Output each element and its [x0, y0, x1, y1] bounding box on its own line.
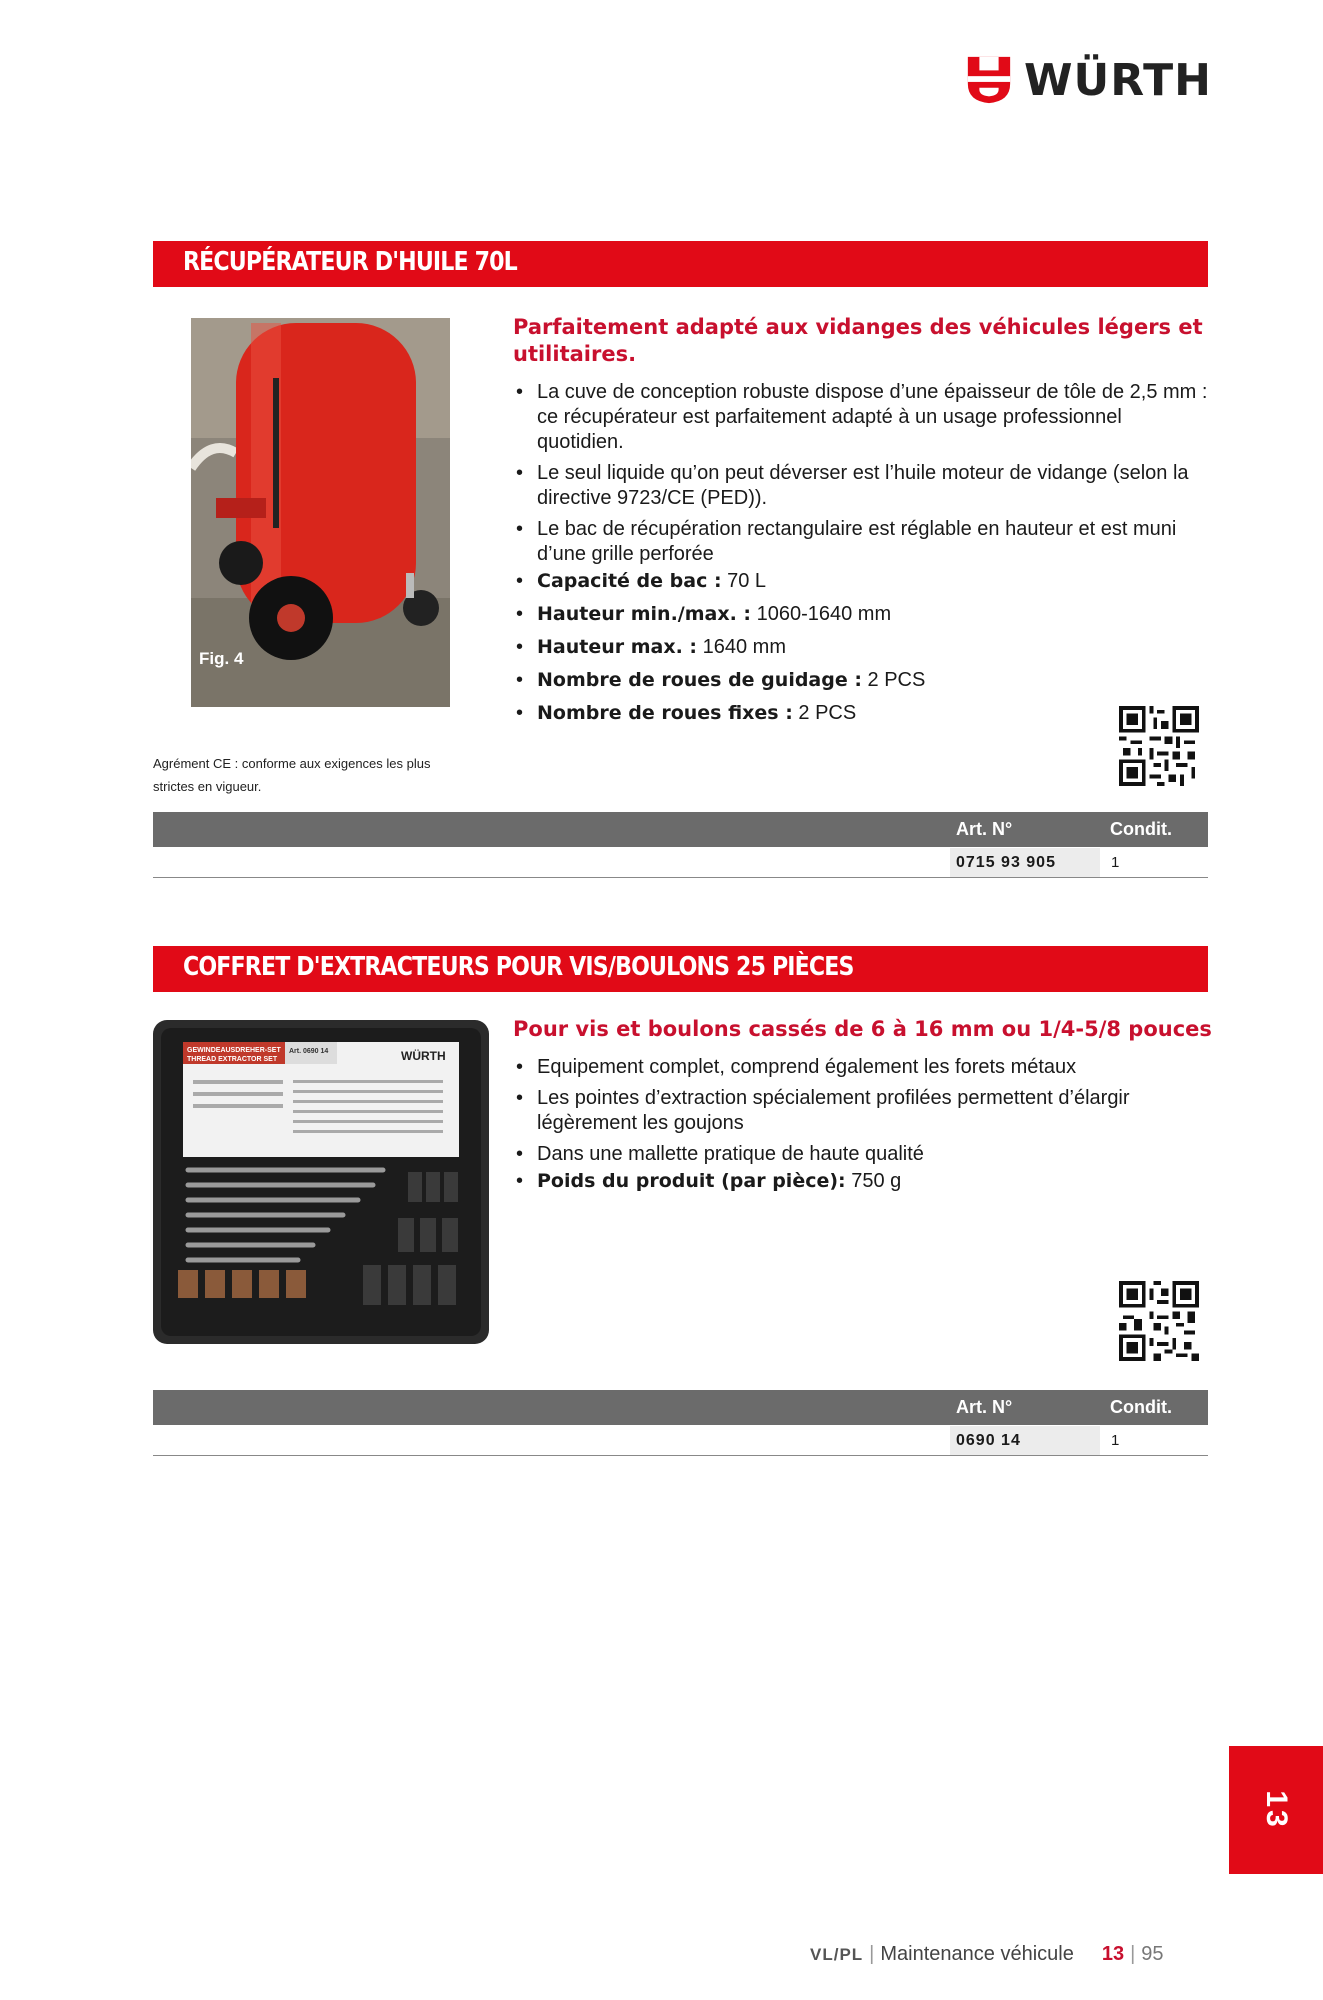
footer-separator: |: [869, 1943, 875, 1965]
column-header-cond: Condit.: [1110, 819, 1172, 839]
column-header-art: Art. N°: [956, 819, 1013, 839]
list-item: • Les pointes d’extraction spécialement profilées permettent d’élargir légèrement les goujons: [513, 1086, 1213, 1136]
condition-value: 1: [1111, 854, 1120, 871]
column-header-cond: Condit.: [1110, 1397, 1172, 1417]
box-label-2: THREAD EXTRACTOR SET: [187, 1056, 278, 1063]
footer-page: 13: [1101, 1943, 1125, 1965]
article-number[interactable]: 0715 93 905: [950, 848, 1100, 877]
list-item: • Le seul liquide qu’on peut déverser est l’huile moteur de vidange (selon la directive 9723/CE (PED)).: [513, 461, 1213, 511]
box-art-label: Art. 0690 14: [289, 1048, 329, 1055]
spec-item: • Nombre de roues de guidage : 2 PCS: [513, 668, 1213, 693]
chapter-tab[interactable]: [1229, 1746, 1323, 1874]
box-label-1: GEWINDEAUSDREHER-SET: [187, 1047, 281, 1054]
product1-table-header: [153, 812, 1208, 847]
spec-item: • Capacité de bac : 70 L: [513, 569, 1213, 594]
spec-item: • Nombre de roues fixes : 2 PCS: [513, 701, 1213, 726]
product1-title-bar: [153, 241, 1208, 287]
product1-photo: [191, 318, 450, 707]
figure-label: Fig. 4: [199, 649, 244, 668]
wurth-logo-icon: [964, 54, 1014, 106]
list-item: • Le bac de récupération rectangulaire est réglable en hauteur et est muni d’une grille perforée: [513, 517, 1213, 567]
qr-code-icon[interactable]: [1119, 1281, 1199, 1361]
page-footer: [810, 1943, 1164, 1966]
product2-photo: [153, 1020, 489, 1344]
wurth-logo: [964, 52, 1212, 108]
footer-separator: |: [1130, 1943, 1136, 1965]
column-header-art: Art. N°: [956, 1397, 1013, 1417]
product2-bullet-list: [513, 1055, 1213, 1200]
list-item: • Equipement complet, comprend également les forets métaux: [513, 1055, 1213, 1080]
box-brand-label: WÜRTH: [401, 1049, 446, 1063]
footer-section: Maintenance véhicule: [880, 1943, 1074, 1965]
footer-total-pages: 95: [1141, 1943, 1164, 1965]
spec-item: • Poids du produit (par pièce): 750 g: [513, 1169, 1213, 1194]
article-number[interactable]: 0690 14: [950, 1426, 1100, 1455]
product2-title: COFFRET D'EXTRACTEURS POUR VIS/BOULONS 25 PIÈCES: [183, 952, 854, 982]
product2-subtitle: Pour vis et boulons cassés de 6 à 16 mm ou 1/4-5/8 pouces: [513, 1017, 1212, 1041]
product1-title: RÉCUPÉRATEUR D'HUILE 70L: [183, 247, 517, 277]
product2-table-header: [153, 1390, 1208, 1425]
list-item: • La cuve de conception robuste dispose d’une épaisseur de tôle de 2,5 mm : ce récupérateur est parfaitement adapté à un usage professionnel quotidien.: [513, 380, 1213, 455]
brand-name: WÜRTH: [1023, 54, 1212, 106]
table-row: [153, 848, 1208, 878]
product1-bullet-list: [513, 380, 1213, 734]
product1-subtitle: Parfaitement adapté aux vidanges des véhicules légers et utilitaires.: [513, 315, 1203, 366]
spec-item: • Hauteur max. : 1640 mm: [513, 635, 1213, 660]
qr-code-icon[interactable]: [1119, 706, 1199, 786]
chapter-number: 13: [1260, 1790, 1293, 1830]
list-item: • Dans une mallette pratique de haute qualité: [513, 1142, 1213, 1167]
condition-value: 1: [1111, 1432, 1120, 1449]
certification-note: Agrément CE : conforme aux exigences les plus strictes en vigueur.: [153, 756, 431, 794]
product2-title-bar: [153, 946, 1208, 992]
footer-category: VL/PL: [810, 1945, 864, 1964]
spec-item: • Hauteur min./max. : 1060-1640 mm: [513, 602, 1213, 627]
table-row: [153, 1426, 1208, 1456]
